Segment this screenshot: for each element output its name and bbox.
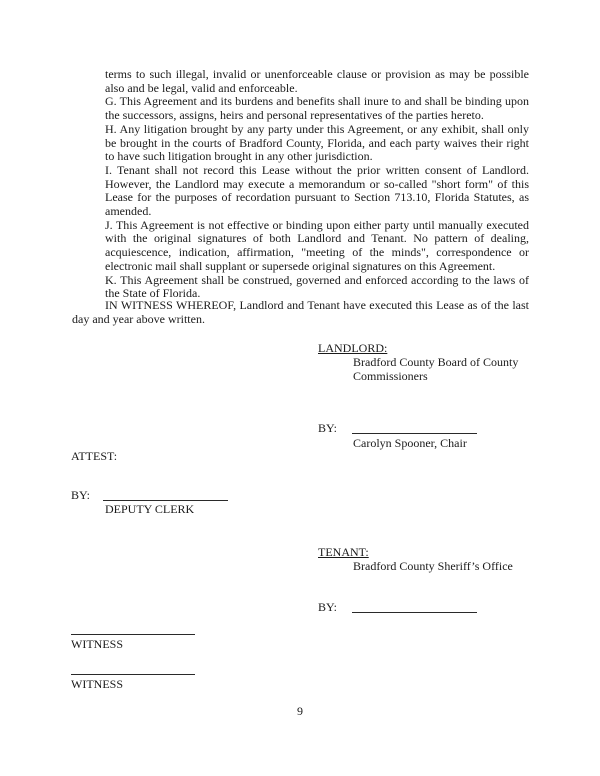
deputy-clerk-title: DEPUTY CLERK <box>105 502 195 516</box>
tenant-org-name: Bradford County Sheriff’s Office <box>353 559 513 573</box>
attest-label: ATTEST: <box>71 449 118 463</box>
landlord-org-name-line2: Commissioners <box>353 369 428 383</box>
clause-g: G. This Agreement and its burdens and benefits shall inure to and shall be binding upon the successors, assigns, heirs and personal representatives of the parties hereto. <box>105 94 529 123</box>
landlord-signature-line <box>352 433 477 434</box>
clause-block <box>105 68 529 301</box>
witness-label-1: WITNESS <box>71 637 123 651</box>
tenant-section-label: TENANT: <box>318 545 369 559</box>
in-witness-whereof-paragraph: IN WITNESS WHEREOF, Landlord and Tenant have executed this Lease as of the last day and year above written. <box>72 298 529 326</box>
landlord-section-label: LANDLORD: <box>318 341 388 355</box>
attest-signature-line <box>103 500 228 501</box>
landlord-signatory-name: Carolyn Spooner, Chair <box>353 436 467 450</box>
witness-signature-line-2 <box>71 674 195 675</box>
landlord-by-label: BY: <box>318 421 337 435</box>
page-number: 9 <box>297 704 303 718</box>
witness-signature-line-1 <box>71 634 195 635</box>
clause-continuation: terms to such illegal, invalid or unenforceable clause or provision as may be possible also and be legal, valid and enforceable. <box>105 67 529 95</box>
clause-k: K. This Agreement shall be construed, governed and enforced according to the laws of the State of Florida. <box>105 272 529 301</box>
tenant-by-label: BY: <box>318 600 337 614</box>
witness-label-2: WITNESS <box>71 677 123 691</box>
attest-by-label: BY: <box>71 488 90 502</box>
clause-i: I. Tenant shall not record this Lease without the prior written consent of Landlord. However, the Landlord may execute a memorandum or so-called "short form" of this Lease for the purposes of recordation pursuant to Section 713.10, Florida Statutes, as amended. <box>105 162 529 219</box>
landlord-org-name-line1: Bradford County Board of County <box>353 355 519 369</box>
clause-h: H. Any litigation brought by any party under this Agreement, or any exhibit, shall only be brought in the courts of Bradford County, Florida, and each party waives their right to have such litigation brought in any other jurisdiction. <box>105 121 529 164</box>
tenant-signature-line <box>352 612 477 613</box>
clause-j: J. This Agreement is not effective or binding upon either party until manually executed with the original signatures of both Landlord and Tenant. No pattern of dealing, acquiescence, indication, affirmation, "meeting of the minds", correspondence or electronic mail shall supplant or supersede original signatures on this Agreement. <box>105 217 529 273</box>
